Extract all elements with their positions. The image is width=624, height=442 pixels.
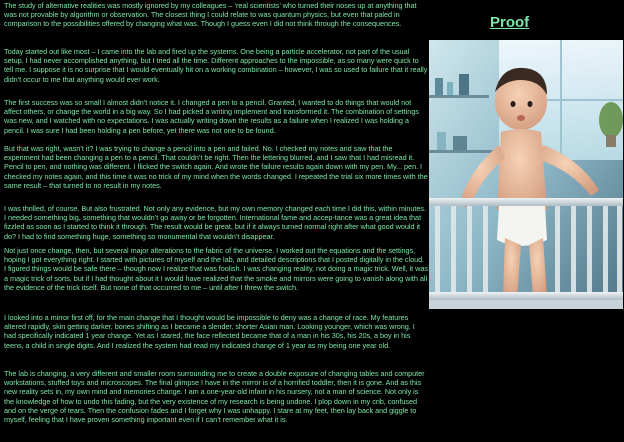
page-title: Proof <box>490 14 530 31</box>
toddler-in-crib-image <box>429 40 623 309</box>
story-paragraph-3: The first success was so small I almost didn’t notice it. I changed a pen to a pencil. Granted, I wanted to do things that would not affect others, or change the world in a big way. So I had picked a writing implement and transformed it. The combination of settings was new, and I watched with no expectations. I was actually writing down the results as a failure when I realized I was holding a pencil. I was sure I had been holding a pen before, yet there was not one to be found. <box>4 98 419 135</box>
story-paragraph-4: But that was right, wasn’t it? I was trying to change a pencil into a pen and failed. No. I checked my notes and saw that the experiment had been changing a pen to a pencil. That couldn’t be right. Then the lettering blurred, and I saw that I had misread it. Pencil to pen, and nothing was different. I flicked the switch again. And wrote the failure results again down with my pen. My... pen. I checked my notes again, and this time it was no trick of my mind when the words changed. I repeated the trial six more times with the same result – that turned to no result in my notes. <box>4 144 428 190</box>
story-paragraph-2: Today started out like most – I came into the lab and fired up the systems. One being a particle accelerator, not part of the usual setup. I had never accomplished anything, but I tried all the time. Different approaches to the impossible, as so many were quick to tell me. I suppose it is no surprise that I would eventually hit on a working combination – however, I was so used to failure that it really didn’t occur to me that anything would ever work. <box>4 47 428 84</box>
story-paragraph-8: The lab is changing, a very different and smaller room surrounding me to create a double exposure of changing tables and computer workstations, stuffed toys and microscopes. The final glimpse I have in the mirror is of a horrified toddler, then it is gone. And as this new reality sets in, my own mind and memories change. I am a one-year-old infant in his nursery, not a man of science. Not only is the knowledge of how to undo this fading, but the very existence of my research is being undone. I plop down in my crib, confused and on the verge of tears. Then the confusion fades and I forget why I was unhappy. I stare at my feet, then lay back and giggle to myself, feeling that I have proven something important even if I can’t remember what it is. <box>4 369 425 425</box>
story-paragraph-6: Not just once change, then, but several major alterations to the fabric of the universe. I worked out the equations and the settings, hoping I got everything right. I started with pictures of myself and the lab, and detailed descriptions that I posted digitally in the cloud. I figured things would be safe there – though now I realize that was foolish. I was changing reality, not doing a magic trick. Well, it was a magic trick of sorts, but if I had thought about it I would have realized that the smoke and mirrors were going to vanish along with all the evidence of the trick itself. But none of that occurred to me – until after I threw the switch. <box>4 246 428 292</box>
story-paragraph-5: I was thrilled, of course. But also frustrated. Not only any evidence, but my own memory changed each time I did this, within minutes. I needed something big, something that wouldn’t go away or be forgotten. International fame and accep-tance was a great idea that fizzled as soon as I started to think it through. The result would be great, but if it always turned normal right after what good would it do? I had to find something huge, something so monumental that wouldn’t disappear. <box>4 204 426 241</box>
story-paragraph-7: I looked into a mirror first off, for the main change that I thought would be impossible to deny was a change of race. My features altered rapidly, skin getting darker, bones shifting as I became a slender, shorter Asian man. Looking younger, which was wrong. I had specifically indicated 1 year change. Yet as I stared, the face reflected became that of a man in his 30s, his 20s, a boy in his teens, a child in single digits. And I realized the system had read my indicated change of 1 year as my being one year old. <box>4 313 415 350</box>
story-paragraph-1: The study of alternative realities was mostly ignored by my colleagues – ‘real scientists’ who turned their noses up at anything that was not provable by algorithm or observation. The closest thing I could relate to was quantum physics, but even that paled in comparison to the possibilities offered by changing what was. Though I guess even I did not think through the consequences. <box>4 1 417 29</box>
